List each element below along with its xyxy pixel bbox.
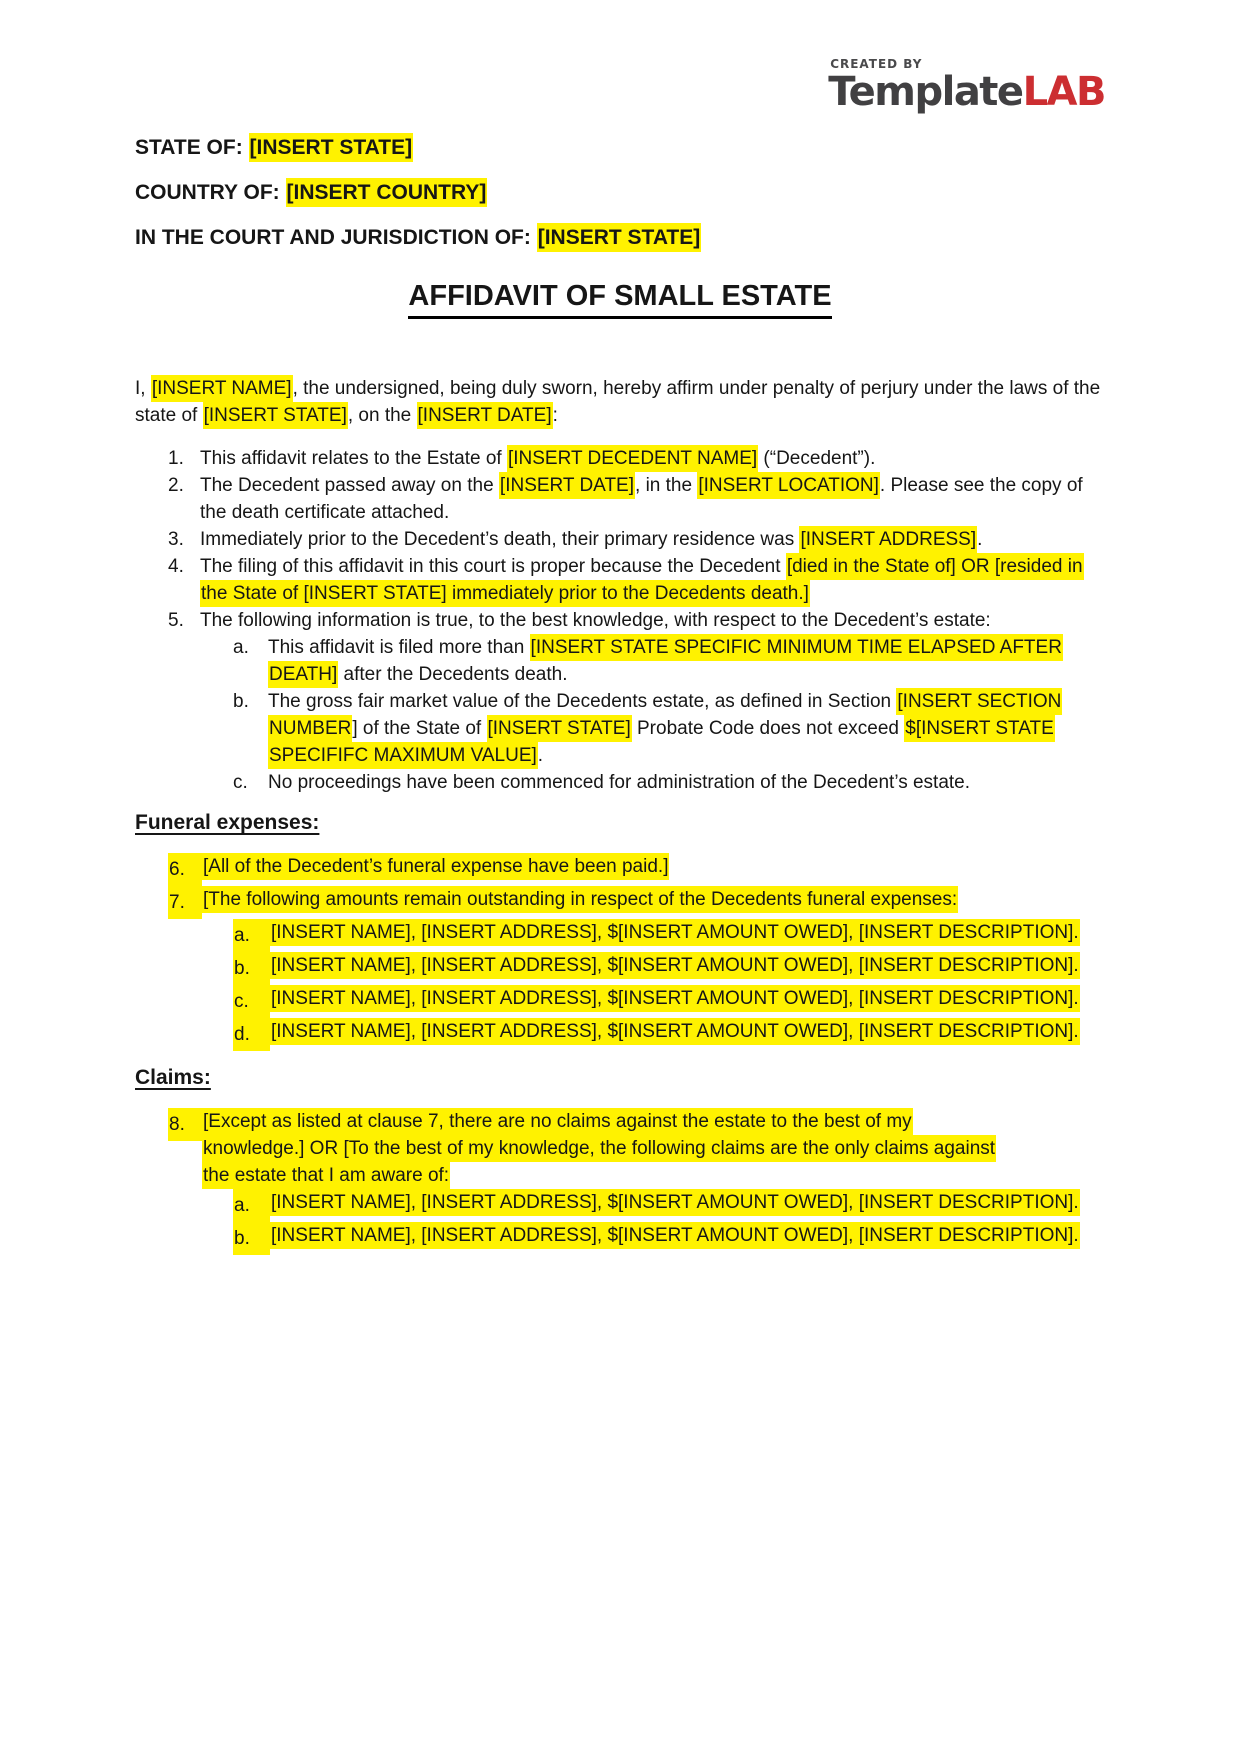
text-run: This affidavit is filed more than <box>268 637 530 658</box>
logo-brand-wordmark <box>828 69 1105 115</box>
text-run: The filing of this affidavit in this court is proper because the Decedent <box>200 556 786 577</box>
placeholder-creditor-entry: [INSERT NAME], [INSERT ADDRESS], $[INSERT AMOUNT OWED], [INSERT DESCRIPTION]. <box>270 919 1080 946</box>
sub-item-5c-marker: c. <box>233 772 248 793</box>
text-run: Probate Code does not exceed <box>631 718 905 739</box>
sub-item-5c <box>233 769 1105 796</box>
document-title-text: AFFIDAVIT OF SMALL ESTATE <box>408 280 831 319</box>
claims-list <box>135 1108 1105 1255</box>
list-item-3-marker: 3. <box>168 529 184 550</box>
sub-item-5b <box>233 688 1105 769</box>
caption-state-label: STATE OF: <box>135 136 249 159</box>
sub-item-8b <box>233 1222 1105 1255</box>
sub-item-8b-marker: b. <box>233 1222 270 1255</box>
text-run: , on the <box>347 405 417 426</box>
list-item-1-marker: 1. <box>168 448 184 469</box>
caption-state-line <box>135 135 1105 160</box>
text-run: . <box>977 529 983 550</box>
placeholder-insert-country: [INSERT COUNTRY] <box>286 178 488 207</box>
sub-item-7b <box>233 952 1105 985</box>
placeholder-creditor-entry: [INSERT NAME], [INSERT ADDRESS], $[INSERT AMOUNT OWED], [INSERT DESCRIPTION]. <box>270 1018 1080 1045</box>
placeholder-insert-decedent-name: [INSERT DECEDENT NAME] <box>507 445 758 472</box>
sub-item-7d-text <box>270 1018 1105 1045</box>
list-item-7-text <box>202 886 1105 913</box>
list-item-1 <box>168 445 1105 472</box>
placeholder-insert-state: [INSERT STATE] <box>249 133 414 162</box>
placeholder-insert-date: [INSERT DATE] <box>499 472 635 499</box>
list-item-6-text <box>202 853 1105 880</box>
list-item-3-text <box>200 526 1105 553</box>
sub-item-7c-marker: c. <box>233 985 270 1018</box>
placeholder-insert-name: [INSERT NAME] <box>151 375 293 402</box>
placeholder-insert-state: [INSERT STATE] <box>537 223 702 252</box>
text-run: The gross fair market value of the Decedents estate, as defined in Section <box>268 691 897 712</box>
list-item-8-text <box>202 1108 1002 1189</box>
text-run: , in the <box>635 475 698 496</box>
sub-item-8a-text <box>270 1189 1105 1216</box>
placeholder-outstanding-amounts-clause: [The following amounts remain outstanding in respect of the Decedents funeral expenses: <box>202 886 958 913</box>
placeholder-maximum-value: $[INSERT STATE SPECIFIFC MAXIMUM VALUE] <box>268 715 1055 769</box>
placeholder-creditor-entry: [INSERT NAME], [INSERT ADDRESS], $[INSERT AMOUNT OWED], [INSERT DESCRIPTION]. <box>270 952 1080 979</box>
placeholder-died-or-resided-clause: [died in the State of] OR [resided in the State of [INSERT STATE] immediately prior to the Decedents death.] <box>200 553 1084 607</box>
document-title <box>135 276 1105 319</box>
list-item-5 <box>168 607 1105 634</box>
placeholder-creditor-entry: [INSERT NAME], [INSERT ADDRESS], $[INSERT AMOUNT OWED], [INSERT DESCRIPTION]. <box>270 985 1080 1012</box>
placeholder-creditor-entry: [INSERT NAME], [INSERT ADDRESS], $[INSERT AMOUNT OWED], [INSERT DESCRIPTION]. <box>270 1222 1080 1249</box>
sub-item-8b-text <box>270 1222 1105 1249</box>
placeholder-insert-location: [INSERT LOCATION] <box>697 472 880 499</box>
sub-item-5a-text <box>268 634 1105 688</box>
court-caption-block <box>135 0 1105 250</box>
placeholder-creditor-entry: [INSERT NAME], [INSERT ADDRESS], $[INSERT AMOUNT OWED], [INSERT DESCRIPTION]. <box>270 1189 1080 1216</box>
text-run: This affidavit relates to the Estate of <box>200 448 507 469</box>
sub-item-8a-marker: a. <box>233 1189 270 1222</box>
sub-item-7c-text <box>270 985 1105 1012</box>
sub-item-7d-marker: d. <box>233 1018 270 1051</box>
list-item-2 <box>168 472 1105 526</box>
text-run: I, <box>135 378 151 399</box>
placeholder-insert-section-number: [INSERT SECTION NUMBER <box>268 688 1062 742</box>
logo-created-by-label: CREATED BY <box>830 57 923 71</box>
placeholder-insert-date: [INSERT DATE] <box>417 402 553 429</box>
sub-item-7a <box>233 919 1105 952</box>
funeral-expenses-heading: Funeral expenses: <box>135 811 320 834</box>
sub-item-5b-text <box>268 688 1105 769</box>
logo-brand-lab: LAB <box>1022 69 1105 115</box>
sub-item-7b-text <box>270 952 1105 979</box>
placeholder-minimum-time-elapsed: [INSERT STATE SPECIFIC MINIMUM TIME ELAPSED AFTER DEATH] <box>268 634 1063 688</box>
caption-jurisdiction-line <box>135 225 1105 250</box>
list-item-7 <box>168 886 1105 919</box>
list-item-6 <box>168 853 1105 886</box>
list-item-7-marker: 7. <box>168 886 202 919</box>
sub-item-5a <box>233 634 1105 688</box>
text-run: : <box>552 405 558 426</box>
text-run: ] of the State of <box>352 718 487 739</box>
sub-item-7c <box>233 985 1105 1018</box>
caption-country-label: COUNTRY OF: <box>135 181 286 204</box>
intro-paragraph <box>135 375 1105 429</box>
list-item-8 <box>168 1108 1105 1189</box>
list-item-4 <box>168 553 1105 607</box>
sub-item-7a-marker: a. <box>233 919 270 952</box>
sub-item-5a-marker: a. <box>233 637 249 658</box>
text-run: . <box>537 745 544 766</box>
text-run: after the Decedents death. <box>338 664 568 685</box>
caption-country-line <box>135 180 1105 205</box>
sub-item-5c-text <box>268 769 1105 796</box>
list-item-6-marker: 6. <box>168 853 202 886</box>
sub-item-5b-marker: b. <box>233 691 249 712</box>
list-item-4-marker: 4. <box>168 556 184 577</box>
sub-item-7d <box>233 1018 1105 1051</box>
list-item-2-text <box>200 472 1105 526</box>
text-run: The Decedent passed away on the <box>200 475 499 496</box>
list-item-8-marker: 8. <box>168 1108 202 1141</box>
affidavit-numbered-list <box>135 445 1105 796</box>
logo-brand-template: Template <box>828 69 1023 115</box>
placeholder-insert-state: [INSERT STATE] <box>487 715 632 742</box>
text-run: Immediately prior to the Decedent’s death, their primary residence was <box>200 529 800 550</box>
sub-item-8a <box>233 1189 1105 1222</box>
list-item-3 <box>168 526 1105 553</box>
templatelab-logo <box>828 57 1105 115</box>
funeral-expenses-list <box>135 853 1105 1051</box>
text-run: , the undersigned, being duly sworn, hereby affirm under penalty of perjury under the laws of the state of <box>135 378 1101 426</box>
placeholder-insert-address: [INSERT ADDRESS] <box>799 526 977 553</box>
text-run: The following information is true, to the best knowledge, with respect to the Decedent’s estate: <box>200 610 991 631</box>
list-item-1-text <box>200 445 1105 472</box>
list-item-4-text <box>200 553 1105 607</box>
text-run: (“Decedent”). <box>758 448 876 469</box>
caption-jurisdiction-label: IN THE COURT AND JURISDICTION OF: <box>135 226 537 249</box>
text-run: . Please see the copy of the death certificate attached. <box>200 475 1083 523</box>
sub-item-7a-text <box>270 919 1105 946</box>
placeholder-funeral-expenses-paid: [All of the Decedent’s funeral expense have been paid.] <box>202 853 669 880</box>
claims-heading: Claims: <box>135 1066 211 1089</box>
placeholder-claims-clause: [Except as listed at clause 7, there are no claims against the estate to the best of my knowledge.] OR [To the best of my knowledge, the following claims are the only claims against the estate that I am aware of: <box>202 1108 996 1189</box>
list-item-2-marker: 2. <box>168 475 184 496</box>
list-item-5-marker: 5. <box>168 610 184 631</box>
text-run: No proceedings have been commenced for administration of the Decedent’s estate. <box>268 772 971 793</box>
placeholder-insert-state: [INSERT STATE] <box>203 402 348 429</box>
sub-item-7b-marker: b. <box>233 952 270 985</box>
list-item-5-text <box>200 607 1105 634</box>
